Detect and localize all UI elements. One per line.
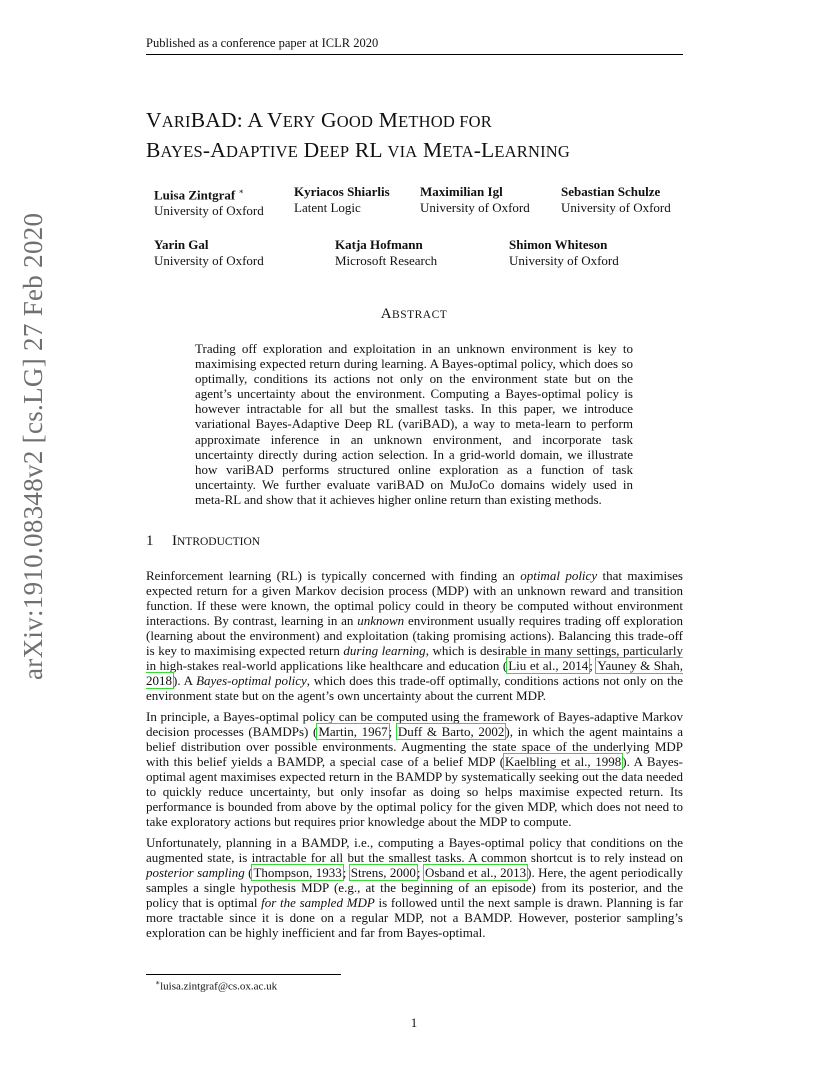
title-text-smallcaps: ETHOD FOR (398, 112, 492, 131)
author-affiliation: Latent Logic (294, 200, 361, 215)
title-text: G (315, 108, 337, 132)
citation-link[interactable]: Martin, 1967 (318, 724, 388, 740)
paragraph-text: Reinforcement learning (RL) is typically concerned with finding an (146, 568, 521, 583)
title-text-smallcaps: EARNING (494, 142, 571, 161)
paragraph-text: ( (244, 865, 253, 881)
title-text: M (417, 138, 443, 162)
body-paragraph (146, 709, 683, 829)
author-affiliation: University of Oxford (420, 200, 530, 215)
paragraph-text: ; (342, 865, 350, 881)
title-text: V (146, 108, 162, 132)
title-text: M (373, 108, 399, 132)
author-affiliation: University of Oxford (154, 253, 264, 268)
footnote-rule (146, 974, 341, 975)
footnote-email: luisa.zintgraf@cs.ox.ac.uk (160, 980, 278, 993)
body-paragraph (146, 568, 683, 703)
title-text-smallcaps: DAPTIVE (226, 142, 298, 161)
citation-link[interactable]: Duff & Barto, 2002 (397, 724, 505, 740)
author-affiliation: Microsoft Research (335, 253, 438, 268)
author-name: Yarin Gal (154, 237, 209, 252)
title-text: B (146, 138, 161, 162)
title-text-smallcaps: VIA (387, 142, 418, 161)
title-text-smallcaps: ETA (442, 142, 474, 161)
author (561, 184, 671, 216)
emphasis-text: unknown (357, 613, 405, 629)
abstract-text: Trading off exploration and exploitation in an unknown environment is key to maximising expected return during learning. A Bayes-optimal policy, which does so optimally, conditions its actions not only on the environment state but on the agent’s uncertainty about the environment. Computing a Bayes-optimal policy is however intractable for all but the smallest tasks. In this paper, we introduce variational Bayes-Adaptive Deep RL (variBAD), a way to meta-learn to perform approximate inference in an unknown environment, and incorporate task uncertainty directly during action selection. In a grid-world domain, we illustrate how variBAD performs structured online exploration as a function of task uncertainty. We further evaluate variBAD on MuJoCo domains widely used in meta-RL and show that it achieves higher online return than existing methods. (195, 341, 633, 507)
section-heading: 1 INTRODUCTION (146, 533, 261, 549)
title-line-2 (146, 136, 706, 166)
author (509, 237, 619, 269)
paper-title (146, 106, 706, 166)
header-rule (146, 54, 683, 55)
citation-link[interactable]: Strens, 2000 (350, 865, 416, 881)
title-text: -L (473, 138, 495, 162)
paragraph-text: ; (589, 658, 597, 674)
author-footnote-mark: ∗ (238, 187, 244, 196)
emphasis-text: optimal policy (520, 568, 598, 583)
citation-link[interactable]: Yauney & Shah, 2018 (146, 658, 683, 689)
citation-link[interactable]: Thompson, 1933 (253, 865, 342, 881)
title-text-smallcaps: EEP (319, 142, 350, 161)
author-name: Luisa Zintgraf (154, 187, 236, 203)
abstract-heading: ABSTRACT (380, 306, 448, 322)
author-name: Kyriacos Shiarlis (294, 184, 390, 199)
author (335, 237, 437, 269)
paragraph-text: is followed until the next sample is drawn. Planning is far more tractable since it is done on a regular MDP, not a BAMDP. However, posterior sampling’s exploration can be highly inefficient and far from Bayes-optimal. (146, 895, 683, 941)
emphasis-text: Bayes-optimal policy (196, 673, 307, 689)
author-name: Shimon Whiteson (509, 237, 608, 252)
paragraph-text: Unfortunately, planning in a BAMDP, i.e., computing a Bayes-optimal policy that conditions on the augmented state, is intractable for all but the smallest tasks. A common shortcut is to rely instead on (146, 835, 683, 866)
citation-link[interactable]: Liu et al., 2014 (508, 658, 589, 674)
body-paragraph (146, 835, 683, 940)
author-name: Sebastian Schulze (561, 184, 661, 199)
title-text: D (298, 138, 320, 162)
page-number: 1 (410, 1015, 418, 1030)
title-text-smallcaps: OOD (336, 112, 374, 131)
paragraph-text: that maximises expected return for a given Markov decision process (MDP) with an unknown reward and transition function. If these were known, the optimal policy could in theory be computed without environment interactions. By contrast, learning in an (146, 568, 683, 629)
title-text-smallcaps: ARI (161, 112, 191, 131)
emphasis-text: for the sampled MDP (261, 895, 375, 911)
title-text: -A (202, 138, 227, 162)
section-number: 1 (146, 533, 154, 549)
citation-link[interactable]: Kaelbling et al., 1998 (505, 754, 622, 770)
paragraph-text: environment usually requires trading off exploration (learning about the environment) and exploitation (taking promising actions). Balancing this trade-off is key to maximising expected return (146, 613, 683, 659)
author-affiliation: University of Oxford (561, 200, 671, 215)
author (154, 237, 264, 269)
paragraph-text: In principle, a Bayes-optimal policy can be computed using the framework of Bayes-adaptive Markov decision processes (BAMDPs) ( (146, 709, 683, 740)
arxiv-stamp: arXiv:1910.08348v2 [cs.LG] 27 Feb 2020 (18, 212, 48, 680)
paragraph-text: ; (416, 865, 424, 881)
running-header: Published as a conference paper at ICLR 2020 (146, 36, 379, 50)
author-name: Katja Hofmann (335, 237, 423, 252)
title-text: BAD: A V (190, 108, 283, 132)
author-name: Maximilian Igl (420, 184, 503, 199)
author-affiliation: University of Oxford (509, 253, 619, 268)
emphasis-text: during learning (343, 643, 426, 659)
paragraph-text: , which is desirable in many settings, particularly in high-stakes real-world applications like healthcare and education ( (146, 643, 683, 674)
emphasis-text: posterior sampling (146, 865, 245, 881)
title-text-smallcaps: AYES (160, 142, 203, 161)
author (154, 184, 264, 219)
title-text-smallcaps: ERY (282, 112, 316, 131)
paragraph-text: ; (388, 724, 397, 740)
author (294, 184, 390, 216)
paragraph-text: ), in which the agent maintains a belief distribution over possible environments. Augmenting the state space of the underlying MDP with this belief yields a BAMDP, a special case of a belief MDP ( (146, 724, 684, 770)
citation-link[interactable]: Osband et al., 2013 (424, 865, 527, 881)
author-affiliation: University of Oxford (154, 203, 264, 219)
paragraph-text: ). A (173, 673, 197, 689)
paragraph-text: ). Here, the agent periodically samples a single hypothesis MDP (e.g., at the beginning of an episode) from its posterior, and the policy that is optimal (146, 865, 683, 911)
footnote: ∗luisa.zintgraf@cs.ox.ac.uk (155, 978, 278, 993)
paragraph-text: ). A Bayes-optimal agent maximises expected return in the BAMDP by systematically seeking out the data needed to quickly reduce uncertainty, but only insofar as doing so helps maximise expected return. Its performance is bounded from above by the optimal policy for the given MDP, which does not need to take exploratory actions but requires prior knowledge about the MDP to compute. (146, 754, 683, 830)
title-text: RL (349, 138, 388, 162)
author (420, 184, 530, 216)
title-line-1 (146, 106, 706, 136)
paragraph-text: , which does this trade-off optimally, conditions actions not only on the environment state but on the agent’s own uncertainty about the current MDP. (146, 673, 683, 704)
